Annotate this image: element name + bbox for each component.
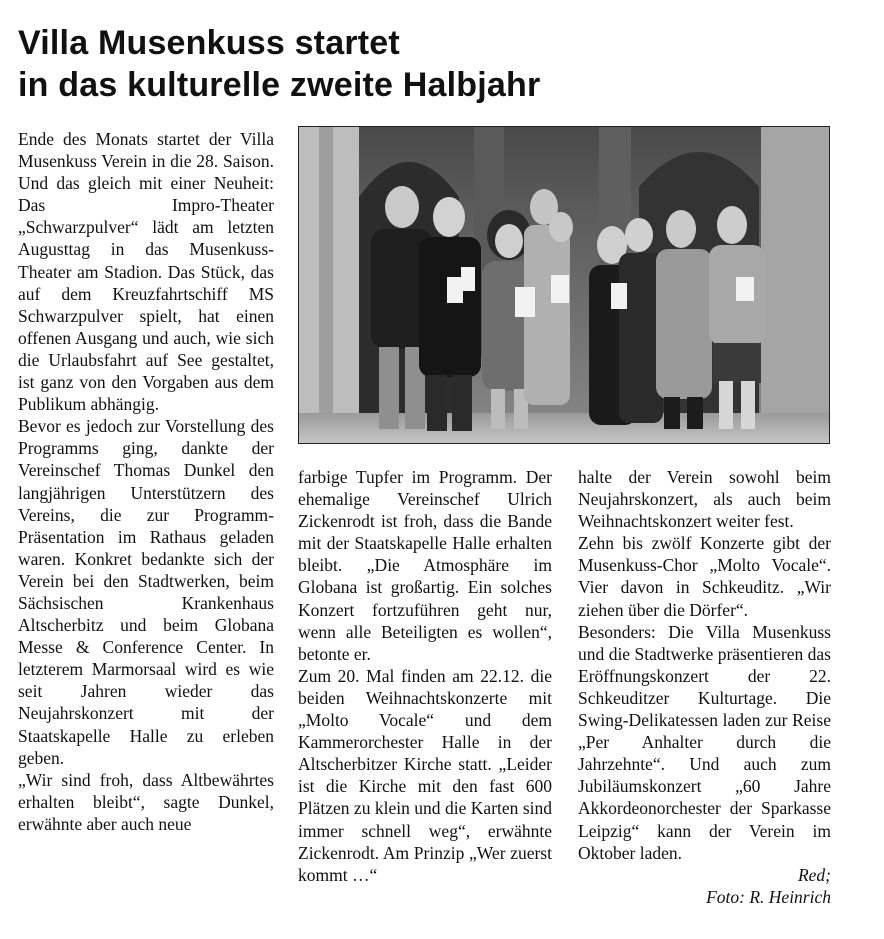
paragraph: Zum 20. Mal finden am 22.12. die beiden Weihnachtskonzerte mit „Molto Vocale“ und dem Kammerorchester Halle in der Altscherbitzer Kirche statt. „Leider ist die Kirche mit den fast 600 Plätzen zu klein und die Karten sind immer schnell weg“, erwähnte Zickenrodt. Am Prinzip „Wer zuerst kommt …“ xyxy=(298,665,552,885)
column-2 xyxy=(298,466,552,886)
headline xyxy=(18,22,540,106)
paragraph: farbige Tupfer im Programm. Der ehemalige Vereinschef Ulrich Zickenrodt ist froh, dass die Bande mit der Staatskapelle Halle erhalten bleibt. „Die Atmosphäre im Globana ist großartig. Ein solches Konzert fortzuführen geht nur, wenn alle Beteiligten es wollen“, betonte er. xyxy=(298,467,552,664)
paragraph: „Wir sind froh, dass Altbewährtes erhalten bleibt“, sagte Dunkel, erwähnte aber auch neue xyxy=(18,769,274,834)
paragraph: Besonders: Die Villa Musenkuss und die Stadtwerke präsentieren das Eröffnungskonzert der 22. Schkeuditzer Kulturtage. Die Swing-Delikatessen laden zur Reise „Per Anhalter durch die Jahrzehnte“. Und auch zum Jubiläumskonzert „60 Jahre Akkordeonorchester der Sparkasse Leipzig“ kann der Verein im Oktober laden. xyxy=(578,621,831,863)
paragraph: halte der Verein sowohl beim Neujahrskonzert, als auch beim Weihnachtskonzert weiter fest. xyxy=(578,467,831,532)
photo-credit: Foto: R. Heinrich xyxy=(706,886,831,907)
headline-line-2: in das kulturelle zweite Halbjahr xyxy=(18,66,541,104)
headline-line-1: Villa Musenkuss startet xyxy=(18,24,400,62)
group-photo xyxy=(298,126,830,444)
paragraph: Bevor es jedoch zur Vorstellung des Programms ging, dankte der Vereinschef Thomas Dunkel den langjährigen Unterstützern des Vereins, die zur Programm-Präsentation im Rathaus geladen waren. Konkret bedankte sich der Verein bei den Stadtwerken, beim Sächsischen Krankenhaus Altscherbitz und beim Globana Messe & Conference Center. In letzterem Marmorsaal wird es wie seit Jahren wieder das Neujahrskonzert mit der Staatskapelle Halle zu erleben geben. xyxy=(18,416,274,768)
column-1 xyxy=(18,128,274,835)
column-3 xyxy=(578,466,831,908)
paragraph: Zehn bis zwölf Konzerte gibt der Musenkuss-Chor „Molto Vocale“. Vier davon in Schkeuditz. „Wir ziehen über die Dörfer“. xyxy=(578,533,831,620)
paragraph: Ende des Monats startet der Villa Musenkuss Verein in die 28. Saison. Und das gleich mit einer Neuheit: Das Impro-Theater „Schwarzpulver“ lädt am letzten Augusttag in das Musenkuss-Theater am Stadion. Das Stück, das auf dem Kreuzfahrtschiff MS Schwarzpulver spielt, hat einen offenen Ausgang und auch, wie sich die Urlaubsfahrt auf See gestaltet, ist ganz von den Vorgaben aus dem Publikum abhängig. xyxy=(18,129,274,415)
author-signature: Red; xyxy=(797,864,831,885)
